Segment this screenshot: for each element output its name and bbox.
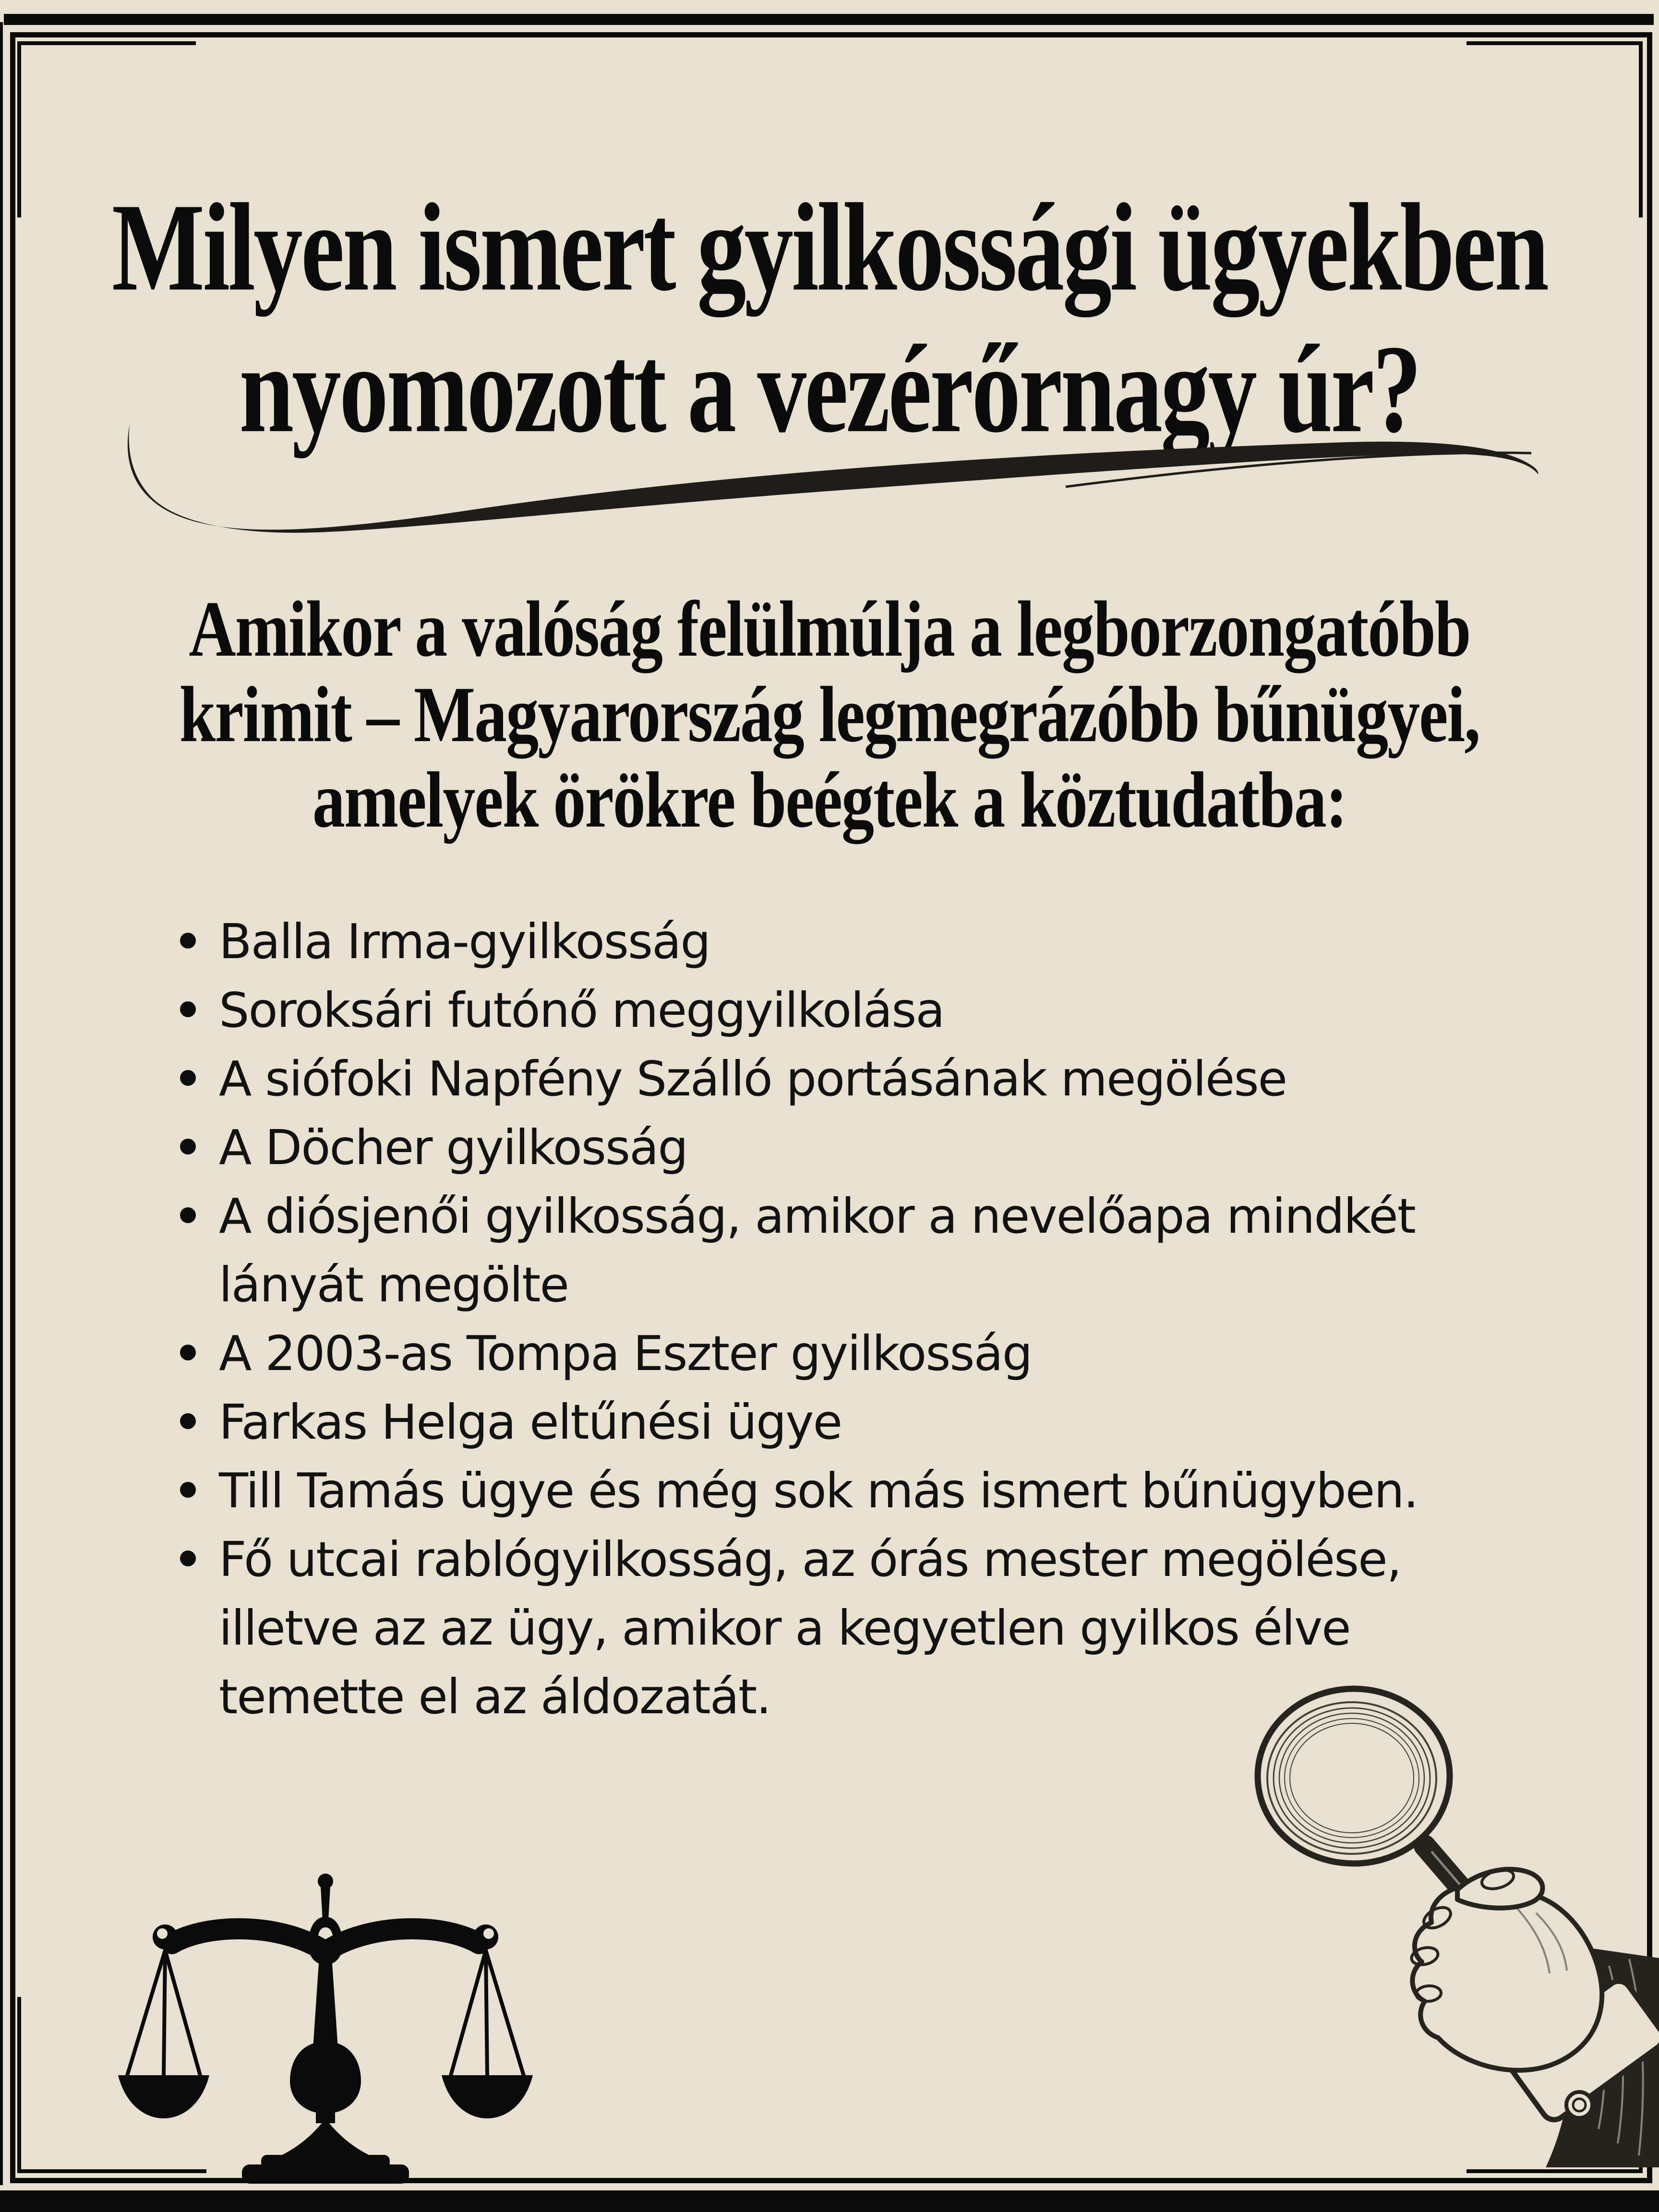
list-item bbox=[180, 976, 1529, 1045]
frame-corner-bl-v bbox=[17, 1997, 21, 2173]
scales-of-justice-icon bbox=[109, 1870, 541, 2188]
bullet-dot-icon bbox=[180, 1207, 196, 1223]
list-item bbox=[180, 907, 1529, 976]
frame-corner-tr-h bbox=[1467, 41, 1643, 45]
bullet-dot-icon bbox=[180, 1413, 196, 1429]
case-text: Till Tamás ügye és még sok más ismert bűnügyben. bbox=[219, 1463, 1418, 1519]
case-text: Balla Irma-gyilkosság bbox=[219, 914, 710, 970]
subtitle bbox=[0, 587, 1659, 843]
subtitle-line-3: amelyek örökre beégtek a köztudatba: bbox=[312, 756, 1347, 844]
frame-bottom-bar bbox=[0, 2190, 1659, 2212]
list-item bbox=[180, 1113, 1529, 1182]
bullet-dot-icon bbox=[180, 1482, 196, 1498]
bullet-dot-icon bbox=[180, 1345, 196, 1360]
list-item bbox=[180, 1182, 1529, 1319]
case-list bbox=[180, 907, 1529, 1731]
subtitle-line-1: Amikor a valóság felülmúlja a legborzongatóbb bbox=[189, 585, 1470, 673]
case-text: Soroksári futónő meggyilkolása bbox=[219, 982, 944, 1038]
page-title bbox=[0, 177, 1659, 460]
frame-corner-tl-h bbox=[17, 41, 196, 45]
title-line-2: nyomozott a vezérőrnagy úr? bbox=[239, 319, 1420, 459]
case-text: Fő utcai rablógyilkosság, az órás mester megölése, illetve az az ügy, amikor a kegyetlen gyilkos élve temette el az áldozatát. bbox=[219, 1531, 1401, 1725]
list-item bbox=[180, 1388, 1529, 1456]
bullet-dot-icon bbox=[180, 1001, 196, 1017]
case-text: A 2003-as Tompa Eszter gyilkosság bbox=[219, 1325, 1032, 1382]
subtitle-line-2: krimit – Magyarország legmegrázóbb bűnügyei, bbox=[179, 671, 1480, 759]
list-item bbox=[180, 1456, 1529, 1525]
case-text: Farkas Helga eltűnési ügye bbox=[219, 1394, 842, 1450]
list-item bbox=[180, 1045, 1529, 1113]
frame-corner-br-h bbox=[1467, 2169, 1643, 2173]
bullet-dot-icon bbox=[180, 1551, 196, 1566]
case-text: A diósjenői gyilkosság, amikor a nevelőapa mindkét lányát megölte bbox=[219, 1188, 1415, 1313]
swoosh-underline-icon bbox=[115, 423, 1560, 534]
magnifying-glass-hand-icon bbox=[1248, 1683, 1659, 2167]
bullet-dot-icon bbox=[180, 1139, 196, 1154]
bullet-dot-icon bbox=[180, 1070, 196, 1086]
case-text: A Döcher gyilkosság bbox=[219, 1119, 687, 1176]
frame-top-bar bbox=[4, 14, 1654, 25]
list-item bbox=[180, 1319, 1529, 1388]
title-line-1: Milyen ismert gyilkossági ügyekben bbox=[111, 178, 1548, 317]
bullet-dot-icon bbox=[180, 933, 196, 949]
case-text: A siófoki Napfény Szálló portásának megölése bbox=[219, 1051, 1287, 1107]
